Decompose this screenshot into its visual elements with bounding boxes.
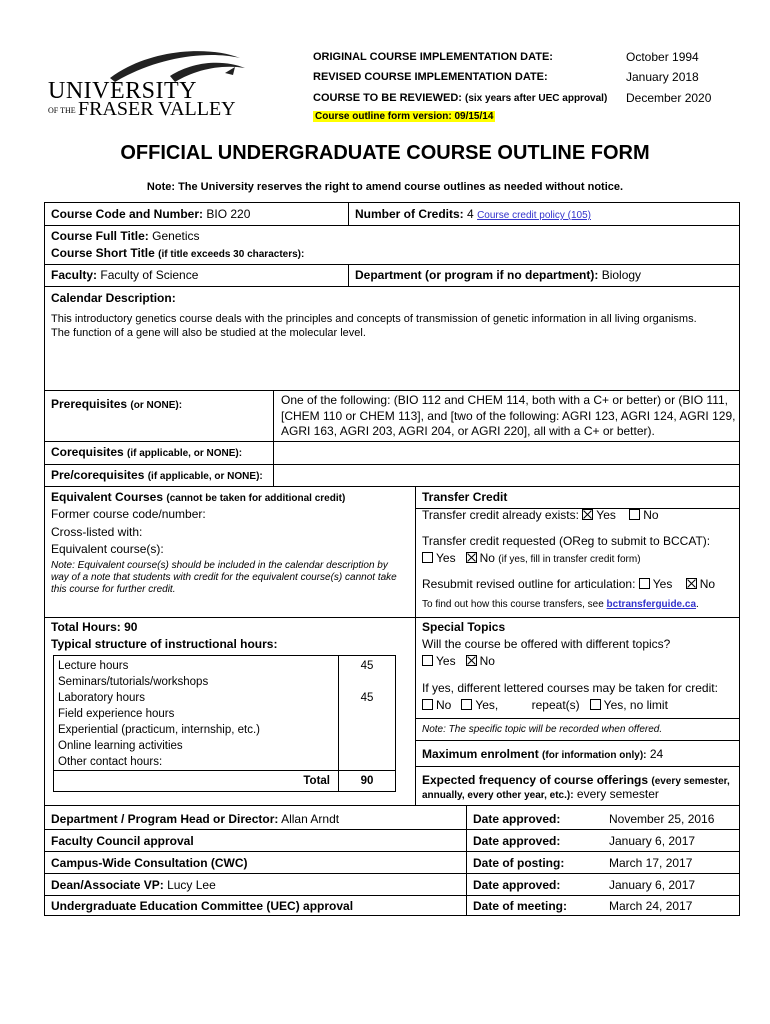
lettered-options — [422, 698, 668, 712]
hours-row-value: 45 — [339, 690, 396, 706]
bctransferguide-link[interactable]: bctransferguide.ca — [606, 599, 697, 610]
frequency — [422, 773, 730, 787]
lettered-yes-checkbox[interactable] — [461, 699, 472, 710]
full-title-label: Course Full Title: — [51, 229, 149, 243]
approval-value: Lucy Lee — [167, 878, 216, 892]
approval-label: Faculty Council approval — [51, 834, 194, 848]
max-enrolment-note: (for information only): — [542, 750, 647, 761]
prereq-label: Prerequisites — [51, 397, 128, 411]
university-logo — [40, 48, 250, 120]
department — [355, 268, 641, 282]
hours-row — [54, 754, 396, 771]
hours-row — [54, 738, 396, 754]
transfer-exists-label: Transfer credit already exists: — [422, 508, 579, 522]
transfer-requested-note: (if yes, fill in transfer credit form) — [498, 554, 641, 565]
original-date-value: October 1994 — [626, 50, 699, 64]
logo-fraser-valley: FRASER VALLEY — [78, 98, 236, 120]
review-date-label — [313, 92, 607, 104]
credits — [355, 207, 591, 221]
course-full-title — [51, 229, 200, 243]
total-hours — [51, 620, 137, 634]
short-title-label: Course Short Title — [51, 246, 155, 260]
topic-note: Note: The specific topic will be recorded when offered. — [422, 724, 663, 735]
short-title-note: (if title exceeds 30 characters): — [158, 249, 305, 260]
faculty-value: Faculty of Science — [100, 268, 199, 282]
transfer-requested-no-checkbox[interactable] — [466, 552, 477, 563]
total-hours-label: Total Hours: — [51, 620, 121, 634]
frequency-label: Expected frequency of course offerings — [422, 773, 649, 787]
approval-date: January 6, 2017 — [609, 878, 696, 892]
approval-date-label: Date approved: — [473, 812, 561, 826]
coreq-label: Corequisites — [51, 445, 124, 459]
revised-date-label: REVISED COURSE IMPLEMENTATION DATE: — [313, 71, 548, 83]
hours-row-value — [339, 738, 396, 754]
approval-row — [51, 834, 194, 848]
coreq-note: (if applicable, or NONE): — [127, 448, 243, 459]
prereq-note: (or NONE): — [130, 400, 183, 411]
approval-row — [51, 856, 248, 870]
page-title: OFFICIAL UNDERGRADUATE COURSE OUTLINE FORM — [120, 142, 650, 164]
cross-listed: Cross-listed with: — [51, 525, 143, 539]
approval-label: Campus-Wide Consultation (CWC) — [51, 856, 248, 870]
approval-date-label: Date of meeting: — [473, 899, 568, 913]
lettered-nolimit-checkbox[interactable] — [590, 699, 601, 710]
calendar-label: Calendar Description: — [51, 291, 176, 305]
frequency-value-line — [422, 787, 659, 801]
review-note: (six years after UEC approval) — [465, 93, 608, 104]
department-label: Department (or program if no department): — [355, 268, 599, 282]
prerequisites-label — [51, 397, 182, 411]
transfer-exists-yes-label: Yes — [596, 508, 616, 522]
resubmit-no-label: No — [699, 577, 716, 591]
resubmit-no-checkbox[interactable] — [686, 578, 697, 589]
approval-row — [51, 812, 339, 826]
lettered-no-label: No — [436, 698, 452, 712]
approval-row — [51, 899, 353, 913]
special-topics-yes-label: Yes — [436, 654, 456, 668]
form-version: Course outline form version: 09/15/14 — [315, 111, 494, 122]
approval-date: March 24, 2017 — [609, 899, 693, 913]
approval-label: Dean/Associate VP: — [51, 878, 164, 892]
transfer-guide-text: To find out how this course transfers, see — [422, 599, 604, 610]
special-topics-no-checkbox[interactable] — [466, 655, 477, 666]
special-topics-heading: Special Topics — [422, 620, 506, 634]
transfer-requested-yes-label: Yes — [436, 551, 456, 565]
transfer-requested-no-label: No — [479, 551, 495, 565]
hours-row-label: Laboratory hours — [54, 690, 339, 706]
lettered-courses: If yes, different lettered courses may be taken for credit: — [422, 681, 718, 695]
resubmit-label: Resubmit revised outline for articulation: — [422, 577, 636, 591]
revised-date-value: January 2018 — [626, 70, 699, 84]
hours-row-label: Lecture hours — [54, 656, 339, 675]
lettered-nolimit-label: Yes, no limit — [603, 698, 668, 712]
transfer-exists-yes-checkbox[interactable] — [582, 509, 593, 520]
frequency-note-1: (every semester, — [651, 776, 730, 787]
review-label: COURSE TO BE REVIEWED: — [313, 92, 462, 104]
equivalent-note-1: Note: Equivalent course(s) should be included in the calendar description by — [51, 560, 388, 571]
transfer-heading: Transfer Credit — [422, 490, 508, 504]
calendar-line-1: This introductory genetics course deals with the principles and concepts of transmission of genetic information in all living organisms. — [51, 313, 697, 325]
special-topics-question: Will the course be offered with different topics? — [422, 637, 671, 651]
former-course: Former course code/number: — [51, 507, 206, 521]
calendar-line-2: The function of a gene will also be studied at the molecular level. — [51, 327, 366, 339]
max-enrolment — [422, 747, 663, 761]
equivalent-heading — [51, 490, 345, 504]
transfer-exists-no-label: No — [643, 508, 659, 522]
frequency-value: every semester — [576, 787, 659, 801]
credit-policy-link[interactable]: Course credit policy (105) — [477, 210, 591, 221]
prereq-line-1: One of the following: (BIO 112 and CHEM 114, both with a C+ or better) or (BIO 111, — [281, 393, 728, 407]
transfer-requested-label: Transfer credit requested (OReg to submit to BCCAT): — [422, 534, 711, 548]
hours-row-value: 45 — [339, 656, 396, 675]
special-topics-yes-checkbox[interactable] — [422, 655, 433, 666]
logo-university: UNIVERSITY — [48, 78, 197, 104]
hours-total-label: Total — [54, 771, 339, 792]
hours-row-value — [339, 674, 396, 690]
prereq-line-3: AGRI 163, AGRI 203, AGRI 204, or AGRI 220], all with a C+ or better). — [281, 424, 655, 438]
hours-row-label: Online learning activities — [54, 738, 339, 754]
amend-note: Note: The University reserves the right to amend course outlines as needed without notice. — [146, 181, 624, 193]
approval-date-label: Date approved: — [473, 834, 561, 848]
lettered-repeat-label: repeat(s) — [531, 698, 580, 712]
original-date-label: ORIGINAL COURSE IMPLEMENTATION DATE: — [313, 51, 553, 63]
hours-row-label: Seminars/tutorials/workshops — [54, 674, 339, 690]
prereq-line-2: [CHEM 110 or CHEM 113], and [two of the following: AGRI 123, AGRI 124, AGRI 129, — [281, 409, 736, 423]
special-topics-options — [422, 654, 495, 668]
frequency-note-2: annually, every other year, etc.): — [422, 790, 574, 801]
hours-total-value: 90 — [339, 771, 396, 792]
lettered-no-checkbox[interactable] — [422, 699, 433, 710]
special-topics-no-label: No — [479, 654, 495, 668]
faculty-label: Faculty: — [51, 268, 98, 282]
logo-of-the: OF THE — [48, 106, 76, 115]
department-value: Biology — [601, 268, 642, 282]
credits-value: 4 — [467, 207, 474, 221]
approval-date-label: Date approved: — [473, 878, 561, 892]
hours-row — [54, 656, 396, 675]
approval-label: Undergraduate Education Committee (UEC) approval — [51, 899, 354, 913]
course-code-label: Course Code and Number: — [51, 207, 204, 221]
equivalent-note: (cannot be taken for additional credit) — [166, 493, 346, 504]
hours-total-row — [54, 771, 396, 792]
full-title-value: Genetics — [152, 229, 200, 243]
hours-row-label: Field experience hours — [54, 706, 339, 722]
credits-label: Number of Credits: — [355, 207, 464, 221]
approval-value: Allan Arndt — [281, 812, 340, 826]
precorequisites-label — [51, 468, 263, 482]
transfer-guide — [422, 599, 699, 610]
resubmit-yes-label: Yes — [652, 577, 673, 591]
hours-row — [54, 706, 396, 722]
course-short-title — [51, 246, 304, 260]
approval-date: January 6, 2017 — [609, 834, 696, 848]
total-hours-value: 90 — [124, 620, 138, 634]
review-date-value: December 2020 — [626, 91, 712, 105]
hours-table — [53, 655, 396, 792]
hours-row-value — [339, 722, 396, 738]
transfer-exists-no-checkbox[interactable] — [629, 509, 640, 520]
faculty — [51, 268, 198, 282]
max-enrolment-label: Maximum enrolment — [422, 747, 539, 761]
hours-row — [54, 690, 396, 706]
hours-row — [54, 674, 396, 690]
equivalent-title: Equivalent Courses — [51, 490, 164, 504]
resubmit-yes-checkbox[interactable] — [639, 578, 650, 589]
lettered-yes-label: Yes, — [475, 698, 499, 712]
hours-row-label: Other contact hours: — [54, 754, 339, 771]
course-code — [51, 207, 250, 221]
transfer-requested-yes-checkbox[interactable] — [422, 552, 433, 563]
max-enrolment-value: 24 — [649, 747, 664, 761]
hours-row-label: Experiential (practicum, internship, etc.) — [54, 722, 339, 738]
corequisites-label — [51, 445, 242, 459]
equivalent-note-3: this course for further credit. — [51, 584, 176, 595]
hours-structure-label: Typical structure of instructional hours: — [51, 637, 278, 651]
transfer-requested-options — [422, 551, 641, 565]
precoreq-label: Pre/corequisites — [51, 468, 145, 482]
resubmit — [422, 577, 715, 591]
equivalent-courses: Equivalent course(s): — [51, 542, 164, 556]
transfer-guide-end: . — [696, 599, 699, 610]
approval-row — [51, 878, 216, 892]
precoreq-note: (if applicable, or NONE): — [147, 471, 263, 482]
course-code-value: BIO 220 — [206, 207, 251, 221]
approval-date-label: Date of posting: — [473, 856, 565, 870]
transfer-exists — [422, 508, 659, 522]
approval-date: November 25, 2016 — [609, 812, 715, 826]
approval-date: March 17, 2017 — [609, 856, 693, 870]
equivalent-note-2: way of a note that students with credit for the equivalent course(s) cannot take — [51, 572, 397, 583]
approval-label: Department / Program Head or Director: — [51, 812, 279, 826]
hours-row — [54, 722, 396, 738]
hours-row-value — [339, 706, 396, 722]
hours-row-value — [339, 754, 396, 771]
